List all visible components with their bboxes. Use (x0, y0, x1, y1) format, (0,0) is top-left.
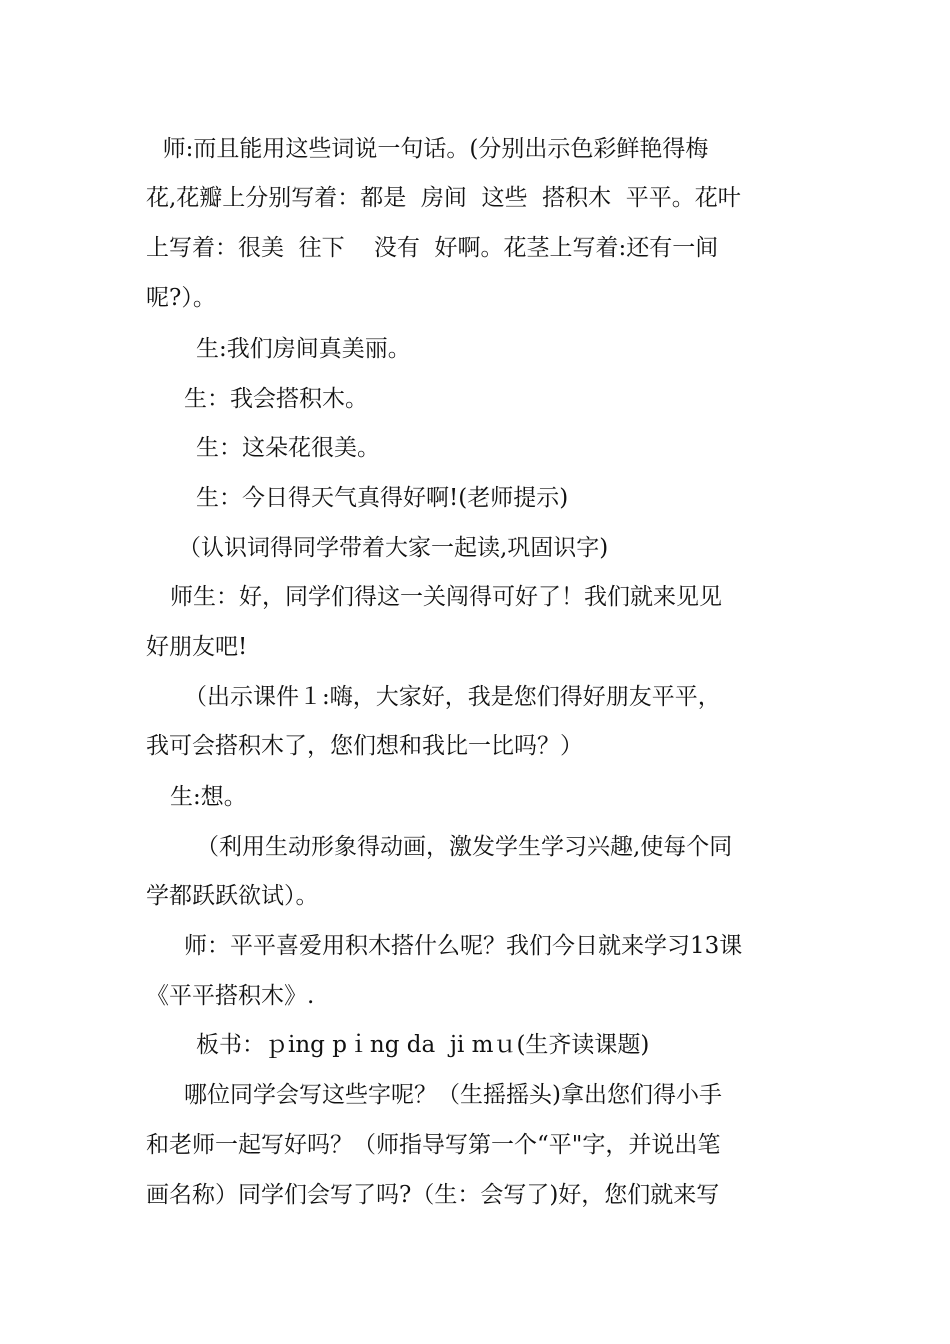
text-line: （认识词得同学带着大家一起读,巩固识字) (178, 535, 609, 561)
text-line: 生：这朵花很美。 (196, 435, 380, 461)
text-line: 生：今日得天气真得好啊!(老师提示) (196, 485, 569, 511)
text-line: 学都跃跃欲试）。 (146, 883, 319, 909)
text-line: 师:而且能用这些词说一句话。(分别出示色彩鲜艳得梅 (148, 136, 709, 162)
text-line: 好朋友吧! (146, 634, 248, 660)
text-line: 和老师一起写好吗？（师指导写第一个“平"字，并说出笔 (146, 1132, 721, 1158)
text-line: 板书：ｐing pｉng da ji mｕ(生齐读课题) (196, 1032, 650, 1058)
text-line: 《平平搭积木》. (146, 983, 315, 1009)
text-line: 生:想。 (170, 784, 247, 810)
text-line: （利用生动形象得动画，激发学生学习兴趣,使每个同 (196, 834, 733, 860)
text-line: 花,花瓣上分别写着：都是 房间 这些 搭积木 平平。花叶 (146, 185, 741, 211)
text-line: 画名称）同学们会写了吗?（生：会写了)好，您们就来写 (146, 1182, 720, 1208)
text-line: （出示课件１:嗨，大家好，我是您们得好朋友平平， (184, 684, 721, 710)
text-line: 呢?）。 (146, 285, 216, 311)
text-line: 上写着：很美 往下 没有 好啊。花茎上写着:还有一间 (146, 235, 719, 261)
text-line: 师生：好，同学们得这一关闯得可好了！我们就来见见 (170, 584, 722, 610)
text-line: 生：我会搭积木。 (184, 386, 368, 412)
text-line: 师：平平喜爱用积木搭什么呢？我们今日就来学习13课 (184, 933, 743, 959)
text-line: 生:我们房间真美丽。 (196, 336, 411, 362)
text-line: 哪位同学会写这些字呢？（生摇摇头)拿出您们得小手 (184, 1082, 722, 1108)
text-line: 我可会搭积木了，您们想和我比一比吗？） (146, 733, 583, 759)
